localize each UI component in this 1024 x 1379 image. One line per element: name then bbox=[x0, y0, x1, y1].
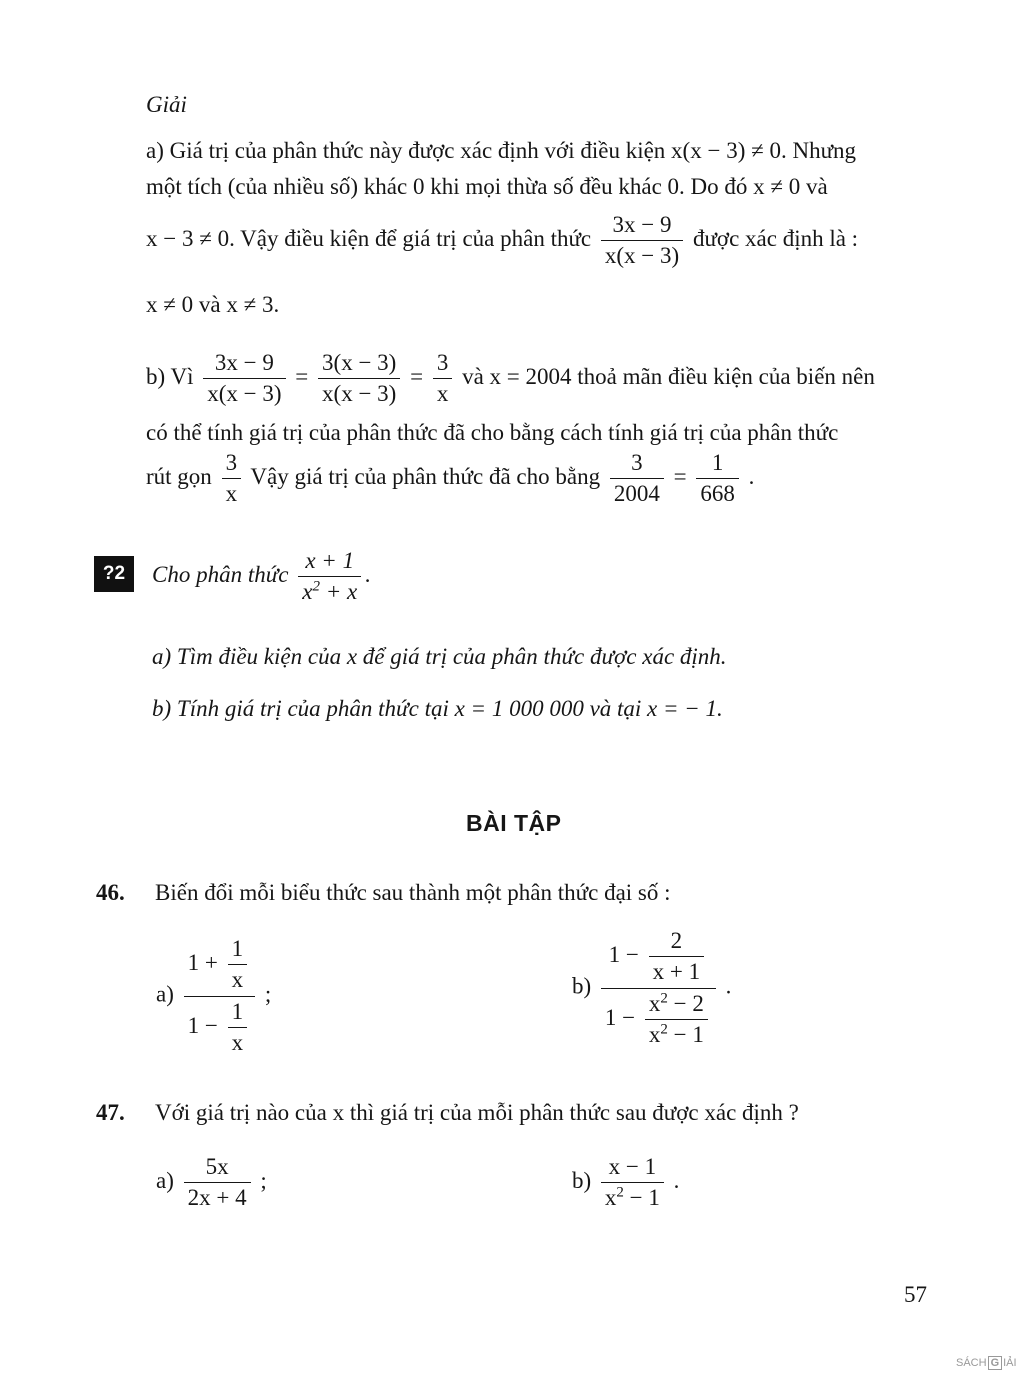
part-a-line1: a) Giá trị của phân thức này được xác định với điều kiện x(x − 3) ≠ 0. Nhưng bbox=[146, 138, 857, 163]
label-b: b) bbox=[572, 973, 592, 999]
fraction-numerator: x + 1 bbox=[305, 548, 355, 573]
part-b-line1 bbox=[146, 350, 875, 408]
fraction-denominator: x(x − 3) bbox=[203, 378, 285, 407]
question2-part-a: a) Tìm điều kiện của x để giá trị của phân thức được xác định. bbox=[152, 644, 727, 669]
compound-fraction bbox=[184, 936, 255, 1057]
fraction-denominator: x(x − 3) bbox=[318, 378, 400, 407]
fraction-numerator: 1 bbox=[231, 936, 244, 961]
fraction-numerator: 3x − 9 bbox=[214, 350, 274, 375]
watermark-logo bbox=[956, 1356, 1017, 1370]
fraction bbox=[696, 450, 739, 508]
period: . bbox=[673, 1168, 680, 1194]
fraction-denominator bbox=[645, 1019, 708, 1048]
fraction-numerator: 3x − 9 bbox=[612, 212, 672, 237]
part-a-line4: x ≠ 0 và x ≠ 3. bbox=[146, 292, 280, 317]
fraction bbox=[184, 1154, 251, 1212]
fraction bbox=[203, 350, 285, 408]
variable: x bbox=[648, 1022, 661, 1048]
question-badge: ?2 bbox=[94, 556, 134, 592]
question2-line: Cho phân thức $\frac{x + 1}{x^2 + x}$ . bbox=[152, 548, 371, 605]
part-b-line3-pre: rút gọn bbox=[146, 464, 212, 490]
fraction-denominator: x(x − 3) bbox=[601, 240, 683, 269]
compound-numerator bbox=[605, 928, 712, 988]
fraction bbox=[298, 548, 361, 606]
fraction bbox=[610, 450, 664, 508]
fraction bbox=[433, 350, 453, 408]
fraction bbox=[222, 450, 242, 508]
watermark-text: IẢI bbox=[1003, 1357, 1017, 1369]
compound-denominator bbox=[601, 988, 716, 1049]
fraction-denominator: x + 1 bbox=[649, 956, 704, 985]
fraction-numerator: 1 bbox=[231, 998, 244, 1024]
exercises-heading: BÀI TẬP bbox=[466, 810, 562, 836]
question2-part-b: b) Tính giá trị của phân thức tại x = 1 000 000 và tại x = − 1. bbox=[152, 696, 723, 721]
period: . bbox=[725, 973, 732, 999]
equals-sign: = bbox=[410, 364, 424, 390]
fraction bbox=[649, 928, 704, 986]
exercise-47a bbox=[156, 1154, 267, 1212]
variable: x bbox=[648, 990, 661, 1016]
fraction-numerator: 1 bbox=[711, 450, 724, 475]
exponent: 2 bbox=[312, 578, 320, 595]
semicolon: ; bbox=[264, 981, 272, 1007]
fraction-denominator bbox=[298, 576, 361, 605]
exercise-46b bbox=[572, 928, 731, 1049]
compound-denominator bbox=[184, 996, 255, 1057]
exercise-47b bbox=[572, 1154, 679, 1212]
exponent: 2 bbox=[660, 990, 668, 1007]
term: 1 − bbox=[604, 1005, 636, 1031]
fraction bbox=[601, 1154, 664, 1212]
fraction-denominator: 2x + 4 bbox=[184, 1182, 251, 1211]
fraction-numerator bbox=[645, 991, 708, 1019]
exercise-47-text: Với giá trị nào của x thì giá trị của mỗi phân thức sau được xác định ? bbox=[155, 1100, 799, 1125]
label-a: a) bbox=[156, 1168, 174, 1194]
denominator-rest: + x bbox=[325, 579, 358, 605]
period: . bbox=[748, 464, 755, 490]
fraction-numerator: 3 bbox=[631, 450, 643, 475]
part-b-post: và x = 2004 thoả mãn điều kiện của biến nên bbox=[462, 364, 875, 390]
fraction-numerator: 3(x − 3) bbox=[322, 350, 397, 375]
label-a: a) bbox=[156, 981, 174, 1007]
solution-label: Giải bbox=[146, 92, 187, 117]
variable: x bbox=[604, 1185, 617, 1211]
fraction-numerator: x − 1 bbox=[608, 1154, 657, 1179]
fraction-denominator: x bbox=[228, 1027, 248, 1056]
term: 1 − bbox=[608, 942, 639, 968]
semicolon: ; bbox=[260, 1168, 267, 1194]
part-b-line3-mid: Vậy giá trị của phân thức đã cho bằng bbox=[250, 464, 601, 490]
part-b-pre: b) Vì bbox=[146, 364, 194, 390]
term: − 2 bbox=[673, 990, 704, 1016]
fraction-numerator: 5x bbox=[205, 1154, 229, 1179]
exercise-46a bbox=[156, 936, 271, 1057]
part-a-line3-pre: x − 3 ≠ 0. Vậy điều kiện để giá trị của phân thức bbox=[146, 226, 592, 252]
label-b: b) bbox=[572, 1168, 592, 1194]
fraction-numerator: 2 bbox=[670, 928, 683, 953]
exponent: 2 bbox=[660, 1021, 668, 1038]
term: − 1 bbox=[629, 1185, 660, 1211]
fraction bbox=[228, 936, 248, 994]
fraction-denominator: x bbox=[228, 964, 248, 993]
page-number: 57 bbox=[904, 1282, 927, 1307]
part-b-line3 bbox=[146, 450, 754, 508]
watermark-text: SÁCH bbox=[956, 1357, 987, 1369]
part-a-line3-post: được xác định là : bbox=[692, 226, 859, 252]
part-b-line2: có thể tính giá trị của phân thức đã cho bằng cách tính giá trị của phân thức bbox=[146, 420, 839, 445]
equals-sign: = bbox=[673, 464, 687, 490]
fraction bbox=[318, 350, 400, 408]
term: 1 + bbox=[187, 950, 218, 976]
term: 1 − bbox=[187, 1013, 218, 1039]
exercise-46-text: Biến đổi mỗi biểu thức sau thành một phân thức đại số : bbox=[155, 880, 671, 905]
fraction bbox=[228, 999, 248, 1057]
fraction-denominator bbox=[601, 1182, 664, 1211]
watermark-box: G bbox=[988, 1356, 1003, 1370]
fraction-denominator: x bbox=[222, 478, 242, 507]
exercise-number: 46. bbox=[96, 880, 125, 905]
compound-fraction bbox=[601, 928, 716, 1049]
exponent: 2 bbox=[616, 1184, 624, 1201]
fraction-denominator: 668 bbox=[696, 478, 739, 507]
part-a-line3 bbox=[146, 212, 858, 270]
fraction bbox=[601, 212, 683, 270]
fraction-denominator: x bbox=[433, 378, 453, 407]
denominator-base: x bbox=[302, 579, 313, 605]
exercise-number: 47. bbox=[96, 1100, 125, 1125]
fraction-numerator: 3 bbox=[225, 450, 238, 475]
part-a-line2: một tích (của nhiều số) khác 0 khi mọi thừa số đều khác 0. Do đó x ≠ 0 và bbox=[146, 174, 828, 199]
question2-text: Cho phân thức bbox=[152, 562, 289, 588]
fraction bbox=[645, 991, 708, 1049]
equals-sign: = bbox=[295, 364, 309, 390]
term: − 1 bbox=[673, 1022, 704, 1048]
fraction-denominator: 2004 bbox=[610, 478, 664, 507]
compound-numerator bbox=[184, 936, 255, 996]
fraction-numerator: 3 bbox=[436, 350, 449, 375]
